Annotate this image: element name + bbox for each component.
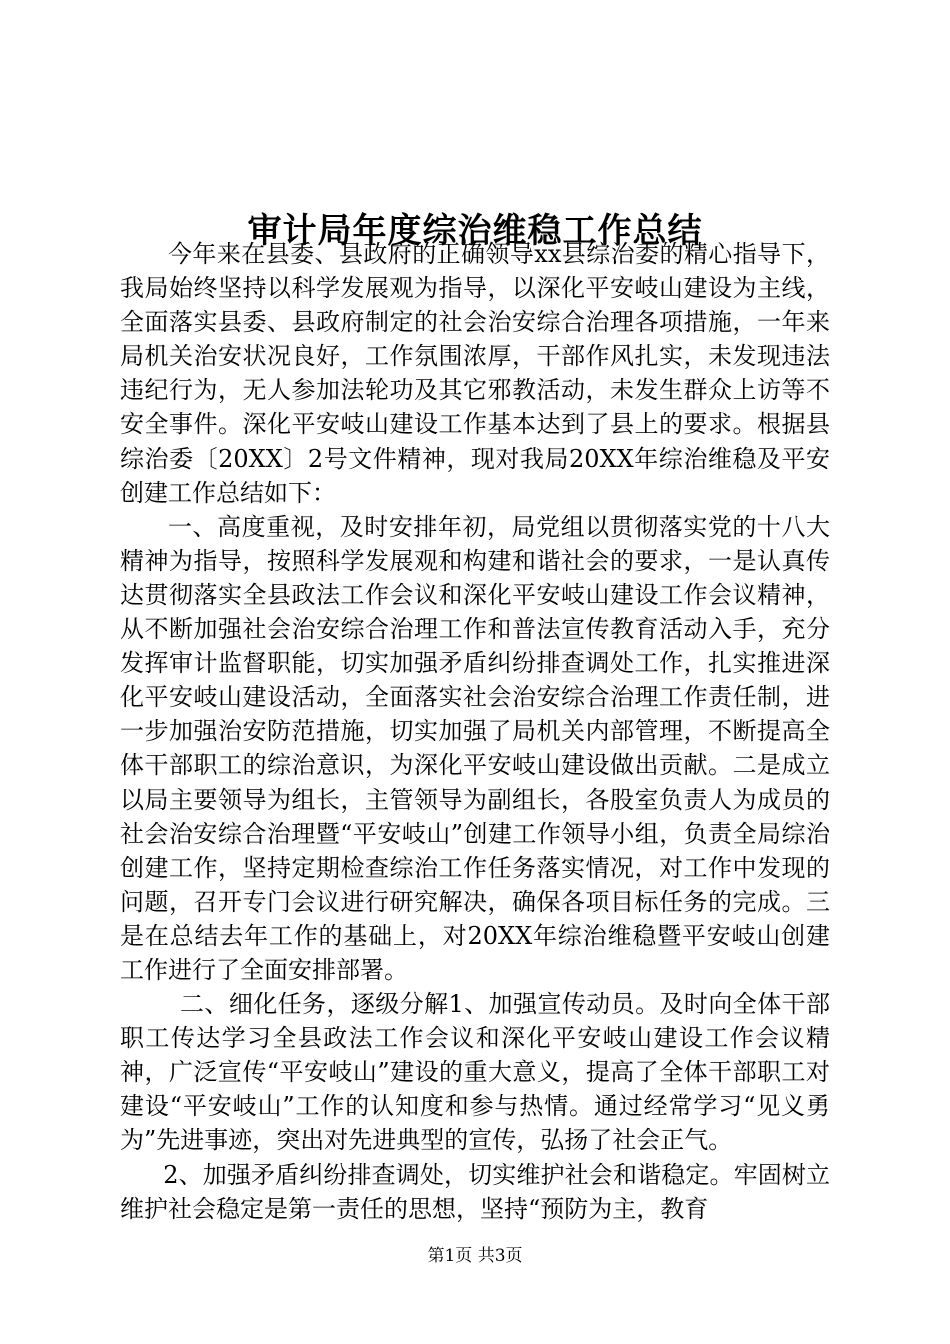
paragraph-section-1: 一、高度重视，及时安排年初，局党组以贯彻落实党的十八大精神为指导，按照科学发展观和构建和谐社会的要求，一是认真传达贯彻落实全县政法工作会议和深化平安岐山建设工作会议精神，从不断加强社会治安综合治理工作和普法宣传教育活动入手，充分发挥审计监督职能，切实加强矛盾纠纷排查调处工作，扎实推进深化平安岐山建设活动，全面落实社会治安综合治理工作责任制，进一步加强治安防范措施，切实加强了局机关内部管理，不断提高全体干部职工的综治意识，为深化平安岐山建设做出贡献。二是成立以局主要领导为组长，主管领导为副组长，各股室负责人为成员的社会治安综合治理暨“平安岐山”创建工作领导小组，负责全局综治创建工作，坚持定期检查综治工作任务落实情况，对工作中发现的问题，召开专门会议进行研究解决，确保各项目标任务的完成。三是在总结去年工作的基础上，对20XX年综治维稳暨平安岐山创建工作进行了全面安排部署。 bbox=[120, 512, 830, 984]
paragraph-intro: 今年来在县委、县政府的正确领导xx县综治委的精心指导下，我局始终坚持以科学发展观为指导，以深化平安岐山建设为主线，全面落实县委、县政府制定的社会治安综合治理各项措施，一年来局机关治安状况良好，工作氛围浓厚，干部作风扎实，未发现违法违纪行为，无人参加法轮功及其它邪教活动，未发生群众上访等不安全事件。深化平安岐山建设工作基本达到了县上的要求。根据县综治委〔20XX〕2号文件精神，现对我局20XX年综治维稳及平安创建工作总结如下： bbox=[120, 240, 830, 507]
document-body bbox=[120, 237, 830, 1226]
paragraph-section-2: 二、细化任务，逐级分解1、加强宣传动员。及时向全体干部职工传达学习全县政法工作会议和深化平安岐山建设工作会议精神，广泛宣传“平安岐山”建设的重大意义，提高了全体干部职工对建设“平安岐山”工作的认知度和参与热情。通过经常学习“见义勇为”先进事迹，突出对先进典型的宣传，弘扬了社会正气。 bbox=[120, 990, 830, 1155]
page-number-footer: 第1页 共3页 bbox=[427, 1246, 523, 1266]
paragraph-section-2-item-2: 2、加强矛盾纠纷排查调处，切实维护社会和谐稳定。牢固树立维护社会稳定是第一责任的思想，坚持“预防为主，教育 bbox=[120, 1160, 830, 1223]
document-title: 审计局年度综治维稳工作总结 bbox=[247, 210, 703, 251]
